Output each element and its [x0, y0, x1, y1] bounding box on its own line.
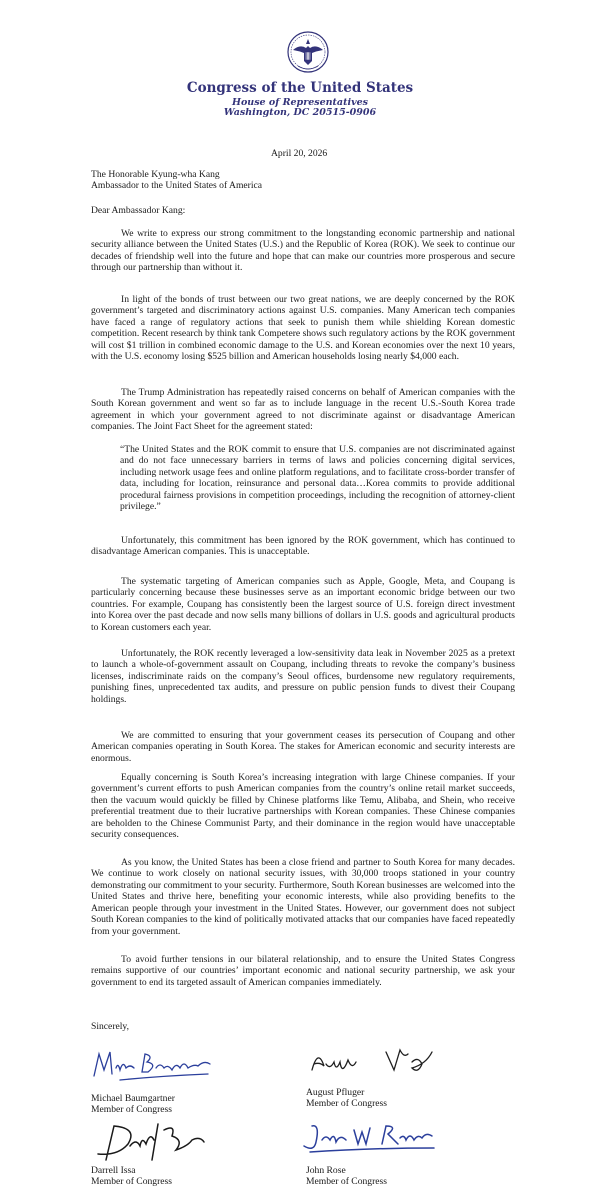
signature-issa — [92, 1120, 212, 1166]
letterhead-address: Washington, DC 20515-0906 — [223, 107, 377, 118]
paragraph-8: Equally concerning is South Korea’s increasing integration with large Chinese companies. If your government’s current efforts to push American companies from the country’s online retail market succeeds, then the vacuum would quickly be filled by Chinese platforms like Temu, Alibaba, and Shein, who receive preferential treatment due to their lucrative partnerships with Korean companies. These Chinese companies are beholden to the Chinese Communist Party, and their dominance in the region would have unacceptable security consequences. — [91, 772, 515, 841]
signer-baumgartner — [91, 1093, 175, 1116]
signer-name: Darrell Issa — [91, 1165, 136, 1176]
signer-name: August Pfluger — [306, 1087, 365, 1098]
paragraph-7: We are committed to ensuring that your government ceases its persecution of Coupang and other American companies operating in South Korea. The stakes for American economic and security interests are enormous. — [91, 730, 515, 764]
signer-pfluger — [306, 1087, 387, 1110]
signer-rose — [306, 1165, 387, 1188]
salutation: Dear Ambassador Kang: — [91, 205, 186, 216]
paragraph-6: Unfortunately, the ROK recently leveraged a low-sensitivity data leak in November 2025 as a pretext to launch a whole-of-government assault on Coupang, including threats to revoke the company’s business licenses, indiscriminate raids on the company’s Seoul offices, burdensome new regulatory requirements, punishing fines, unprecedented tax audits, and pressure on public pension funds to divest their Coupang holdings. — [91, 648, 515, 705]
signer-issa — [91, 1165, 172, 1188]
letter-date: April 20, 2026 — [271, 148, 328, 159]
signer-title: Member of Congress — [306, 1098, 387, 1110]
paragraph-9: As you know, the United States has been a close friend and partner to South Korea for many decades. We continue to work closely on national security issues, with 30,000 troops stationed in your country demonstrating our commitment to your security. Furthermore, South Korean businesses are welcomed into the United States and thrive here, benefiting your economic interests, while also providing benefits to the American people through your investment in the United States. However, our government does not subject South Korean companies to the kind of politically motivated attacks that our companies have faced repeatedly from your government. — [91, 857, 515, 937]
great-seal-icon — [286, 30, 330, 76]
paragraph-5: The systematic targeting of American companies such as Apple, Google, Meta, and Coupang is particularly concerning because these businesses serve as an important economic bridge between our two countries. For example, Coupang has consistently been the largest source of U.S. foreign direct investment into Korea over the past decade and now sells many billions of dollars in U.S. goods and agricultural products to Korean customers each year. — [91, 576, 515, 633]
signer-name: Michael Baumgartner — [91, 1093, 175, 1104]
paragraph-3: The Trump Administration has repeatedly raised concerns on behalf of American companies with the South Korean government and went so far as to include language in the recent U.S.-South Korea trade agreement in which your government agreed to not discriminate against or disadvantage American companies. The Joint Fact Sheet for the agreement stated: — [91, 387, 515, 433]
letterhead-chamber: House of Representatives — [231, 97, 369, 108]
paragraph-1: We write to express our strong commitment to the longstanding economic partnership and national security alliance between the United States (U.S.) and the Republic of Korea (ROK). We seek to continue our decades of friendship well into the future and hope that can make our countries more prosperous and secure through our partnership than without it. — [91, 228, 515, 274]
signer-title: Member of Congress — [91, 1104, 172, 1116]
signature-baumgartner — [90, 1046, 220, 1086]
paragraph-2: In light of the bonds of trust between our two great nations, we are deeply concerned by the ROK government’s targeted and discriminatory actions against U.S. companies. Many American tech companies have faced a range of regulatory actions that seek to punish them while shielding Korean domestic competition. Recent research by think tank Competere shows such regulatory actions by the ROK government will cost $1 trillion in combined economic damage to the U.S. and Korean economies over the next 10 years, with the U.S. economy losing $525 billion and American households losing nearly $4,000 each. — [91, 294, 515, 363]
signer-title: Member of Congress — [91, 1176, 172, 1188]
joint-fact-sheet-quote: “The United States and the ROK commit to ensure that U.S. companies are not discriminated against and do not face unnecessary barriers in terms of laws and policies concerning digital services, including network usage fees and online platform regulations, and to facilitate cross-border transfer of data, including for location, reinsurance and personal data…Korea commits to provide additional procedural fairness provisions in competition proceedings, including the recognition of attorney-client privilege.” — [120, 444, 515, 513]
signer-name: John Rose — [306, 1165, 346, 1176]
paragraph-10: To avoid further tensions in our bilateral relationship, and to ensure the United States Congress remains supportive of our countries’ important economic and national security partnership, we ask your government to end its targeted assault of American companies immediately. — [91, 954, 515, 988]
signature-rose — [300, 1118, 440, 1158]
closing: Sincerely, — [91, 1021, 130, 1032]
paragraph-4: Unfortunately, this commitment has been ignored by the ROK government, which has continued to disadvantage American companies. This is unacceptable. — [91, 535, 515, 558]
letterhead-title: Congress of the United States — [186, 80, 414, 96]
recipient-block — [91, 169, 516, 192]
recipient-title: Ambassador to the United States of America — [91, 180, 263, 192]
signature-pfluger — [308, 1044, 438, 1080]
signer-title: Member of Congress — [306, 1176, 387, 1188]
recipient-name: The Honorable Kyung-wha Kang — [91, 169, 220, 180]
